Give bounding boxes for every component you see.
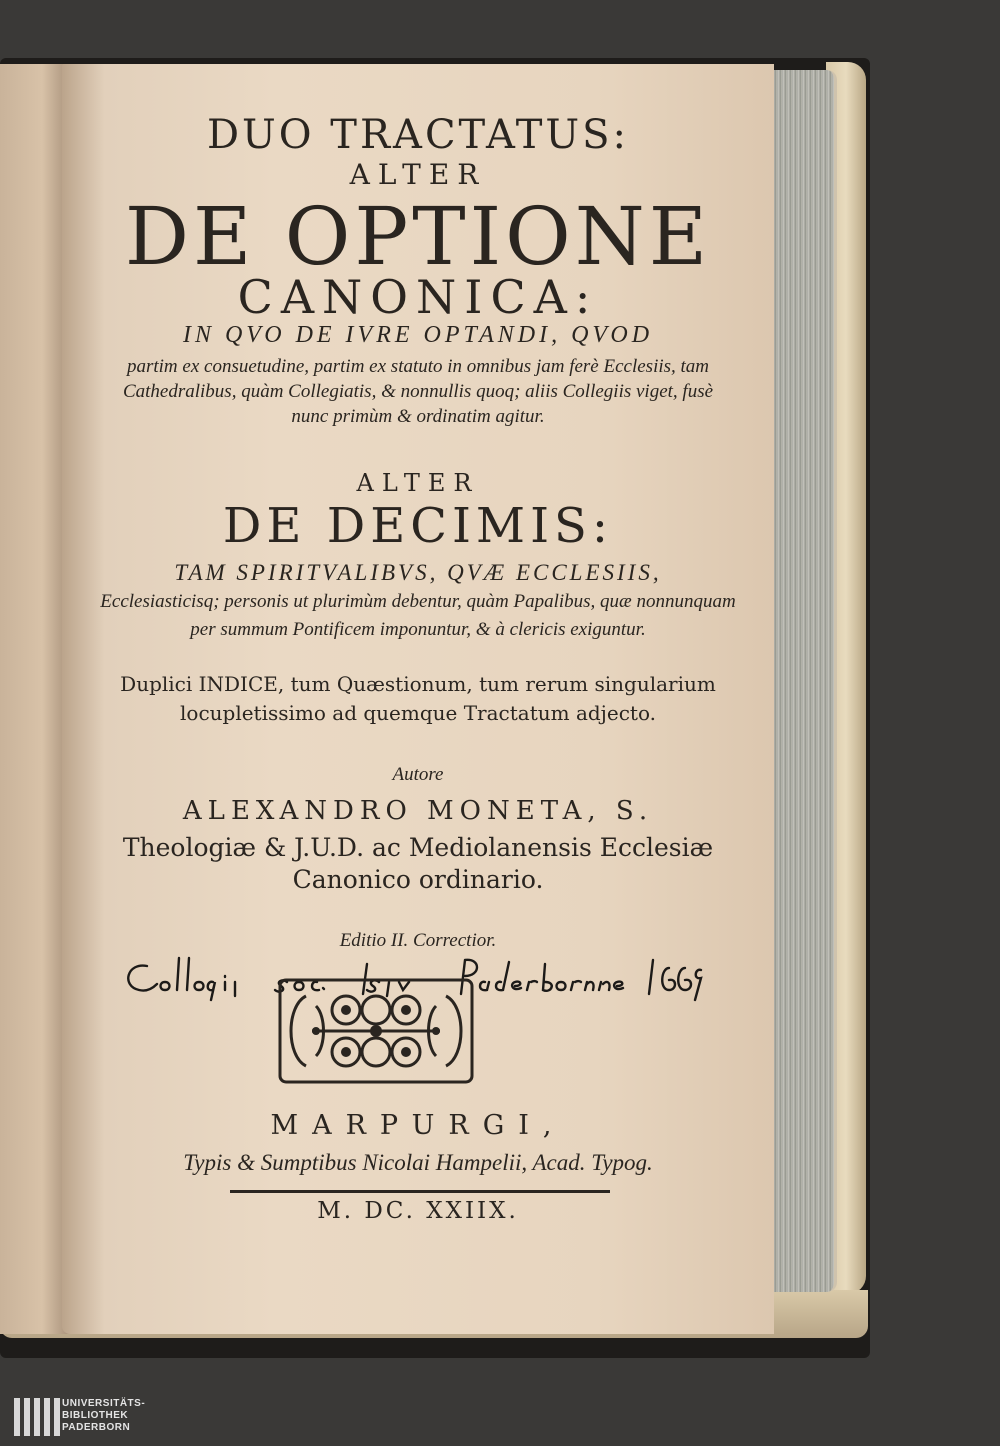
- library-logo-line-2: BIBLIOTHEK: [62, 1410, 129, 1421]
- library-logo-line-1: UNIVERSITÄTS-: [62, 1398, 146, 1409]
- title-line-alter-2: ALTER: [356, 469, 480, 497]
- imprint-place: MARPURGI,: [270, 1110, 566, 1141]
- title-line-canonica: CANONICA:: [237, 270, 599, 324]
- title-line-duo-tractatus: DUO TRACTATUS:: [206, 112, 630, 158]
- author-title: Theologiæ & J.U.D. ac Mediolanensis Ecclesiæ Canonico ordinario.: [122, 833, 714, 894]
- author-name: ALEXANDRO MONETA, S.: [182, 796, 654, 826]
- subtitle-paragraph-2: Ecclesiasticisq; personis ut plurimùm debentur, quàm Papalibus, quæ nonnunquam per summum Pontificem imponuntur, & à clericis exiguntur.: [100, 591, 736, 640]
- title-page-text: [62, 64, 774, 1304]
- printer-ornament: [276, 976, 476, 1086]
- index-description: Duplici INDICE, tum Quæstionum, tum rerum singularium locupletissimo ad quemque Tractatum adjecto.: [120, 672, 716, 725]
- title-line-de-decimis: DE DECIMIS:: [222, 498, 614, 554]
- imprint-rule: [230, 1190, 610, 1193]
- library-logo-text: [62, 1398, 182, 1434]
- library-logo-line-3: PADERBORN: [62, 1422, 131, 1433]
- subtitle-tam-spiritualibus: TAM SPIRITVALIBVS, QVÆ ECCLESIIS,: [174, 560, 662, 585]
- autore-label: Autore: [392, 764, 444, 785]
- left-page-edge: [0, 64, 70, 1334]
- subtitle-paragraph-1: partim ex consuetudine, partim ex statuto in omnibus jam ferè Ecclesiis, tam Cathedralibus, quàm Collegiatis, & nonnullis quoq; aliis Collegiis viget, fusè nunc primùm & ordinatim agitur.: [122, 356, 714, 427]
- title-line-de-optione: DE OPTIONE: [124, 190, 712, 283]
- subtitle-in-quo: IN QVO DE IVRE OPTANDI, QVOD: [182, 322, 654, 348]
- imprint-printer: Typis & Sumptibus Nicolai Hampelii, Acad. Typog.: [183, 1150, 653, 1175]
- edition-note: Editio II. Correctior.: [339, 930, 497, 951]
- imprint-date: M. DC. XXIIX.: [317, 1198, 519, 1224]
- page-fore-edge: [772, 70, 837, 1292]
- title-line-alter-1: ALTER: [349, 158, 487, 191]
